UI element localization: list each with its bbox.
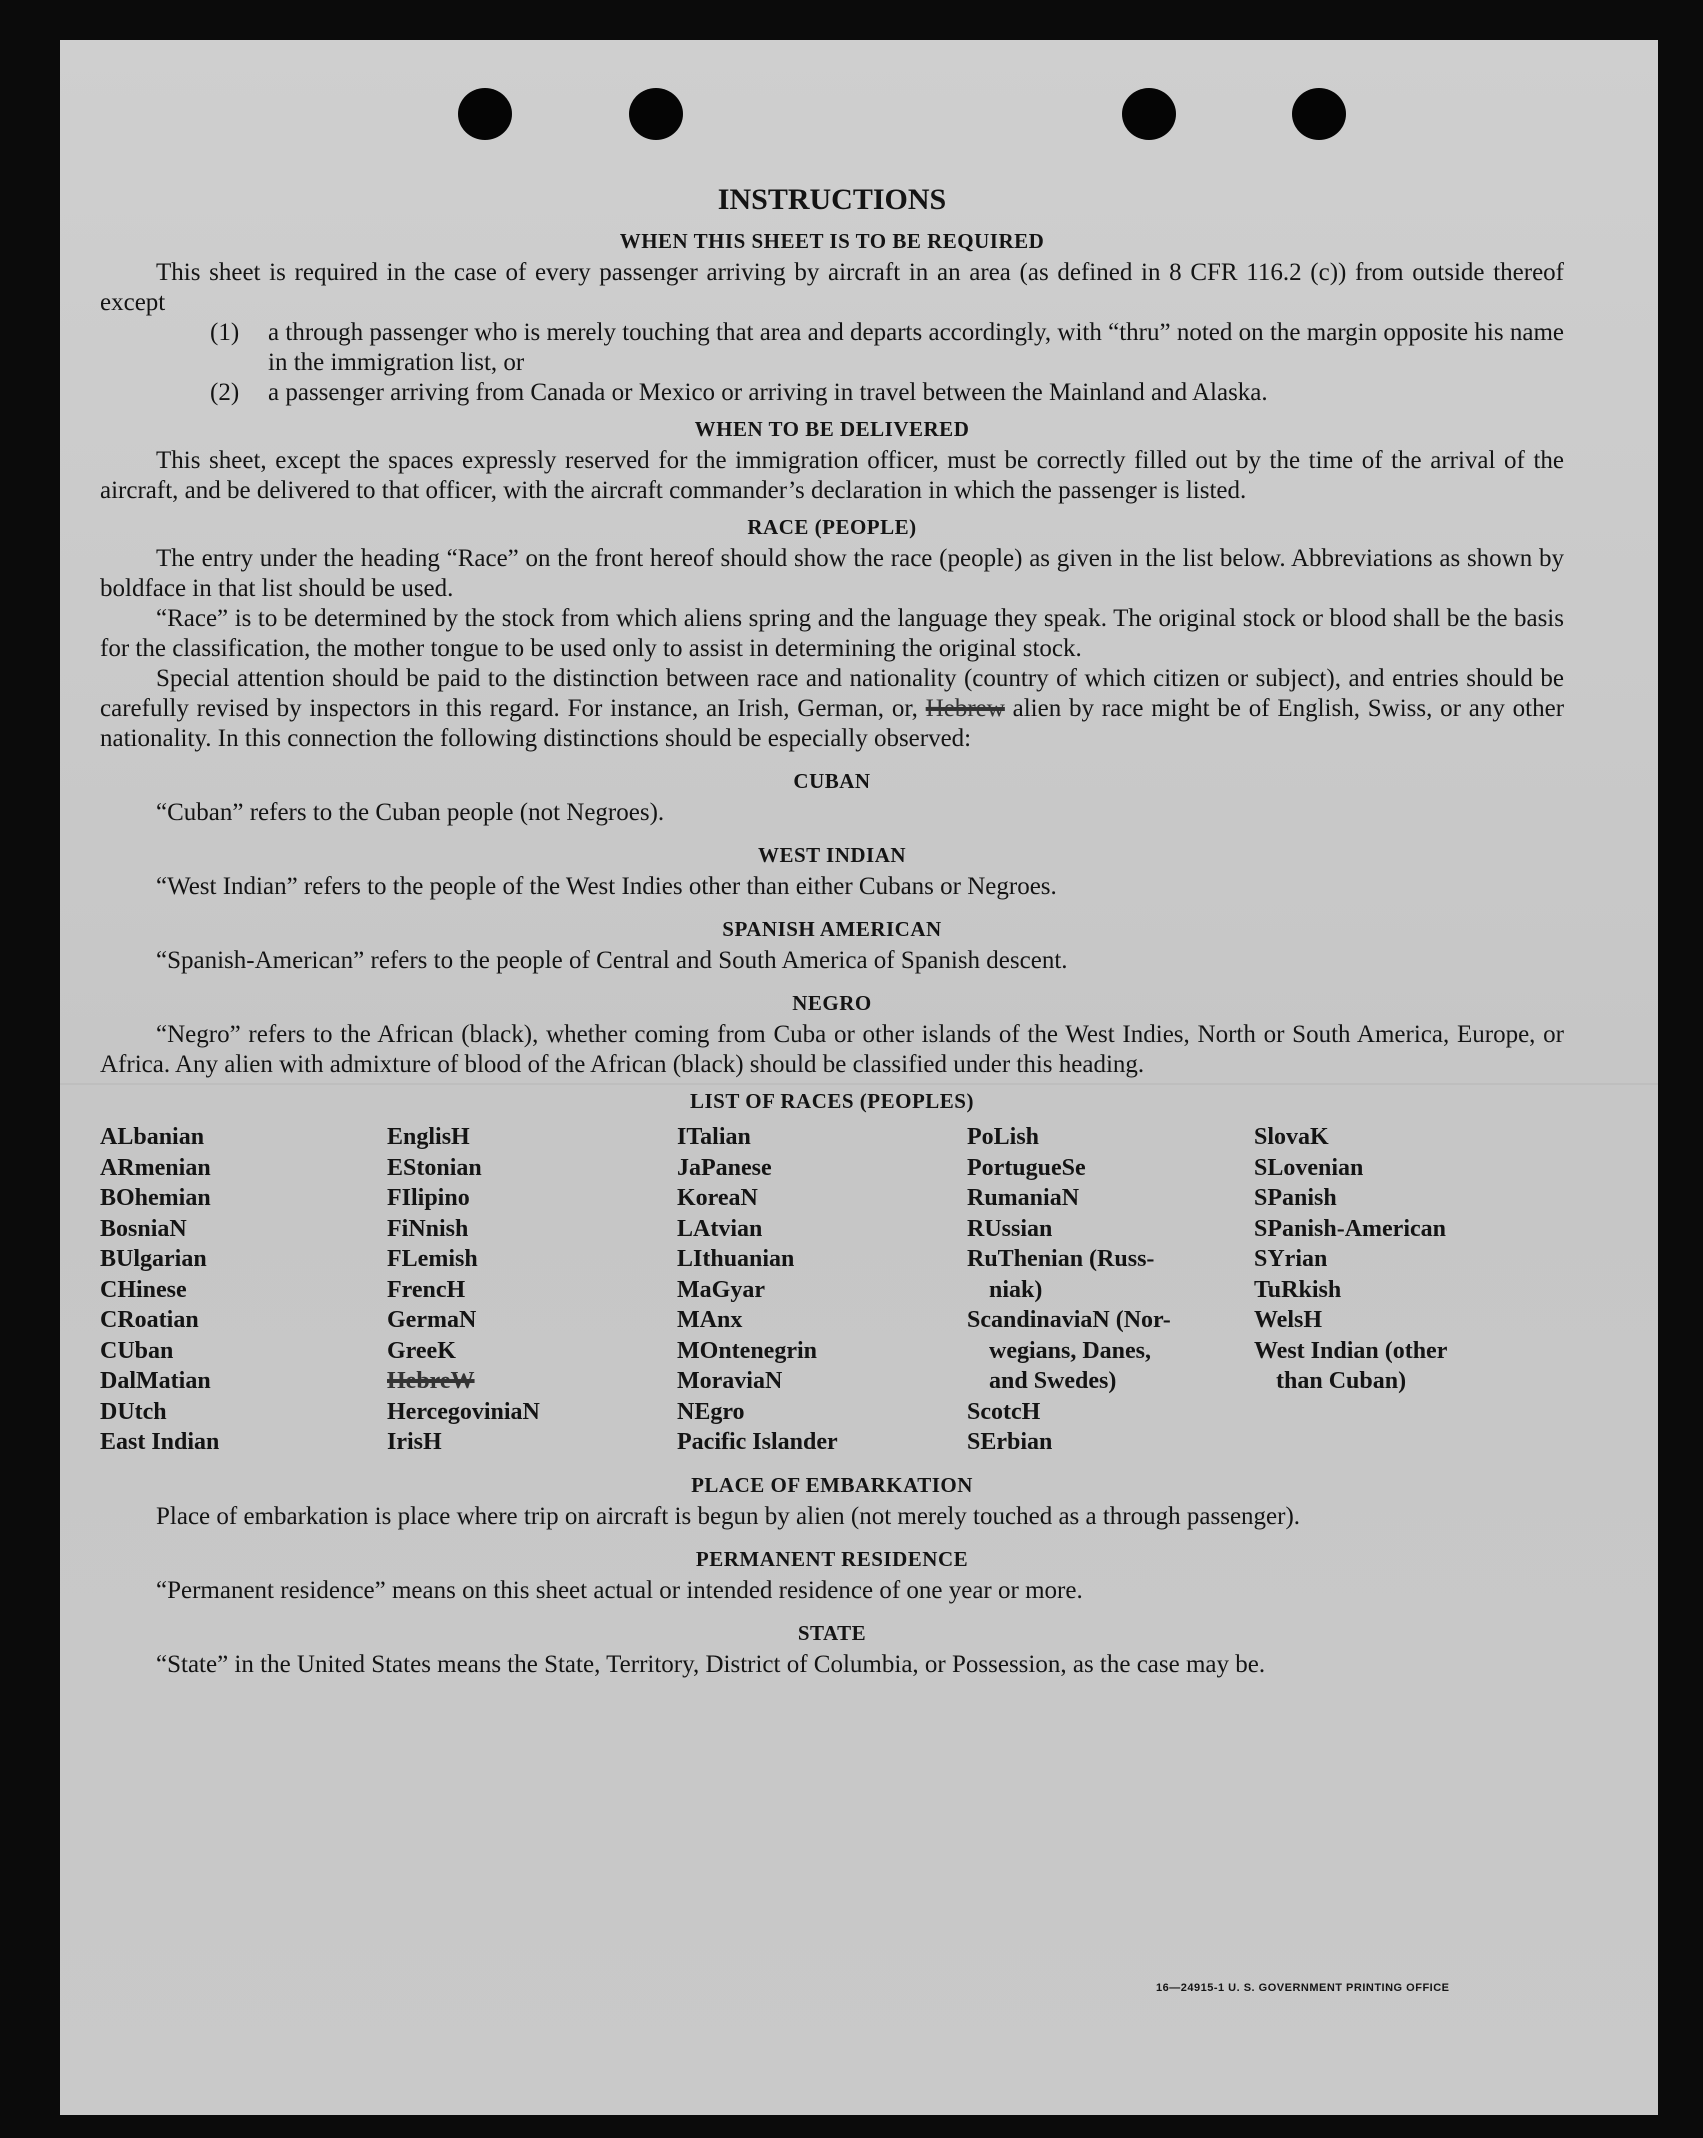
race-entry: SPanish <box>1254 1185 1337 1211</box>
races-list <box>100 1122 1564 1458</box>
race-paragraph-2: “Race” is to be determined by the stock from which aliens spring and the language they speak. The original stock or blood shall be the basis for the classification, the mother tongue to be used only to assist in determining the original stock. <box>100 605 1564 662</box>
race-entry: PoLish <box>967 1124 1040 1150</box>
state-text: “State” in the United States means the State, Territory, District of Columbia, or Possession, as the case may be. <box>156 1650 1266 1678</box>
race-entry: BosniaN <box>100 1215 187 1242</box>
race-entry: IrisH <box>387 1429 442 1455</box>
race-entry: CUban <box>100 1337 174 1364</box>
page-title: INSTRUCTIONS <box>717 183 947 216</box>
race-entry: East Indian <box>100 1429 220 1455</box>
document-sheet <box>60 40 1658 2115</box>
races-column-2 <box>387 1122 677 1458</box>
race-entry: LIthuanian <box>677 1246 795 1272</box>
race-entry-west-indian <box>1254 1336 1564 1397</box>
race-p3-part-a: Special attention should be paid to the distinction between race and nationality (country of which citizen or subject), and entries should be carefully revised by inspectors in this regard. For instance, an Irish, German, or, <box>100 665 1564 722</box>
races-column-1 <box>100 1122 387 1458</box>
race-entry: SErbian <box>967 1429 1053 1455</box>
race-entry: MAnx <box>677 1307 743 1333</box>
race-paragraph-3 <box>100 664 1564 754</box>
race-entry: Pacific Islander <box>677 1429 838 1455</box>
race-entry: BUlgarian <box>100 1246 207 1272</box>
race-entry: CHinese <box>100 1276 187 1303</box>
struck-word: Hebrew <box>925 695 1005 722</box>
race-line: West Indian (other <box>1254 1337 1448 1364</box>
race-entry: PortugueSe <box>967 1154 1086 1181</box>
race-entry: DalMatian <box>100 1368 211 1394</box>
race-entry: FrencH <box>387 1276 466 1303</box>
punch-hole <box>1122 88 1176 140</box>
punch-hole <box>629 88 683 140</box>
item-number: (1) <box>210 319 240 346</box>
race-entry: FIlipino <box>387 1185 470 1211</box>
punch-hole <box>1292 88 1346 140</box>
race-entry: MoraviaN <box>677 1368 783 1394</box>
race-entry-scandinavian <box>967 1305 1254 1397</box>
race-entry: SYrian <box>1254 1246 1328 1272</box>
race-entry: CRoatian <box>100 1307 199 1333</box>
heading-when-delivered: WHEN TO BE DELIVERED <box>694 417 970 441</box>
item-text: a passenger arriving from Canada or Mexico or arriving in travel between the Mainland and Alaska. <box>268 379 1268 406</box>
race-entry: RumaniaN <box>967 1185 1080 1211</box>
heading-when-required: WHEN THIS SHEET IS TO BE REQUIRED <box>619 229 1045 253</box>
race-entry: ScotcH <box>967 1398 1041 1425</box>
item-number: (2) <box>210 379 240 406</box>
race-entry: KoreaN <box>677 1185 758 1211</box>
race-entry: FLemish <box>387 1246 478 1272</box>
race-entry: JaPanese <box>677 1154 772 1181</box>
race-entry: EnglisH <box>387 1124 470 1150</box>
when-required-intro: This sheet is required in the case of every passenger arriving by aircraft in an area (as defined in 8 CFR 116.2 (c)) from outside thereof except <box>100 259 1564 316</box>
when-delivered-text: This sheet, except the spaces expressly reserved for the immigration officer, must be correctly filled out by the time of the arrival of the aircraft, and be delivered to that officer, with the aircraft commander’s declaration in which the passenger is listed. <box>100 447 1564 504</box>
race-entry: DUtch <box>100 1398 167 1425</box>
races-column-5 <box>1254 1122 1564 1458</box>
race-entry: SPanish-American <box>1254 1215 1446 1242</box>
heading-cuban: CUBAN <box>793 769 871 793</box>
race-entry-struck: HebreW <box>387 1368 475 1394</box>
race-entry: LAtvian <box>677 1215 763 1242</box>
instructions-body <box>100 180 1564 1680</box>
race-line-continued: wegians, Danes, <box>989 1337 1152 1364</box>
race-line-continued: than Cuban) <box>1276 1368 1407 1394</box>
race-line-continued: niak) <box>989 1276 1043 1303</box>
heading-permanent-residence: PERMANENT RESIDENCE <box>695 1546 969 1571</box>
race-entry: ARmenian <box>100 1154 211 1181</box>
heading-list-of-races: LIST OF RACES (PEOPLES) <box>690 1089 974 1113</box>
race-entry: HercegoviniaN <box>387 1398 540 1425</box>
race-entry: FiNnish <box>387 1215 469 1242</box>
race-entry-ruthenian <box>967 1244 1254 1305</box>
races-column-3 <box>677 1122 967 1458</box>
race-entry: EStonian <box>387 1154 482 1181</box>
heading-race: RACE (PEOPLE) <box>747 515 917 539</box>
race-entry: SlovaK <box>1254 1124 1329 1150</box>
heading-negro: NEGRO <box>792 991 872 1015</box>
race-entry: GreeK <box>387 1337 456 1364</box>
heading-embarkation: PLACE OF EMBARKATION <box>691 1472 973 1497</box>
race-entry: NEgro <box>677 1398 745 1425</box>
embarkation-text: Place of embarkation is place where trip on aircraft is begun by alien (not merely touched as a through passenger). <box>156 1502 1301 1530</box>
race-entry: ITalian <box>677 1124 751 1150</box>
race-entry: GermaN <box>387 1307 477 1333</box>
race-paragraph-1: The entry under the heading “Race” on the front hereof should show the race (people) as given in the list below. Abbreviations as shown by boldface in that list should be used. <box>100 545 1564 602</box>
race-line-continued: and Swedes) <box>989 1368 1117 1394</box>
heading-spanish-american: SPANISH AMERICAN <box>722 917 942 941</box>
race-p3-part-b: alien by race might be of English, Swiss, or any other nationality. In this connection the following distinctions should be especially observed: <box>100 695 1565 752</box>
race-line: RuThenian (Russ- <box>967 1246 1155 1272</box>
printing-office-footer: 16—24915-1 U. S. GOVERNMENT PRINTING OFFICE <box>1156 1982 1450 1994</box>
race-entry: MOntenegrin <box>677 1337 817 1364</box>
race-entry: TuRkish <box>1254 1276 1342 1303</box>
race-entry: WelsH <box>1254 1307 1323 1333</box>
cuban-text: “Cuban” refers to the Cuban people (not Negroes). <box>156 799 665 826</box>
race-entry: MaGyar <box>677 1276 765 1303</box>
residence-text: “Permanent residence” means on this sheet actual or intended residence of one year or more. <box>156 1576 1083 1604</box>
west-indian-text: “West Indian” refers to the people of the West Indies other than either Cubans or Negroes. <box>156 873 1057 900</box>
heading-state: STATE <box>797 1620 867 1645</box>
races-column-4 <box>967 1122 1254 1458</box>
race-entry: SLovenian <box>1254 1154 1364 1181</box>
exception-item-2 <box>210 378 1564 408</box>
race-entry: RUssian <box>967 1215 1053 1242</box>
race-entry: BOhemian <box>100 1185 211 1211</box>
race-entry: ALbanian <box>100 1124 205 1150</box>
negro-text: “Negro” refers to the African (black), whether coming from Cuba or other islands of the West Indies, North or South America, Europe, or Africa. Any alien with admixture of blood of the African (black) should be classified under this heading. <box>100 1021 1564 1078</box>
exception-item-1 <box>210 318 1564 378</box>
punch-hole <box>458 88 512 140</box>
item-text: a through passenger who is merely touching that area and departs accordingly, with “thru” noted on the margin opposite his name in the immigration list, or <box>268 319 1564 376</box>
spanish-american-text: “Spanish-American” refers to the people of Central and South America of Spanish descent. <box>156 947 1068 974</box>
heading-west-indian: WEST INDIAN <box>757 843 907 867</box>
race-line: ScandinaviaN (Nor- <box>967 1307 1171 1333</box>
